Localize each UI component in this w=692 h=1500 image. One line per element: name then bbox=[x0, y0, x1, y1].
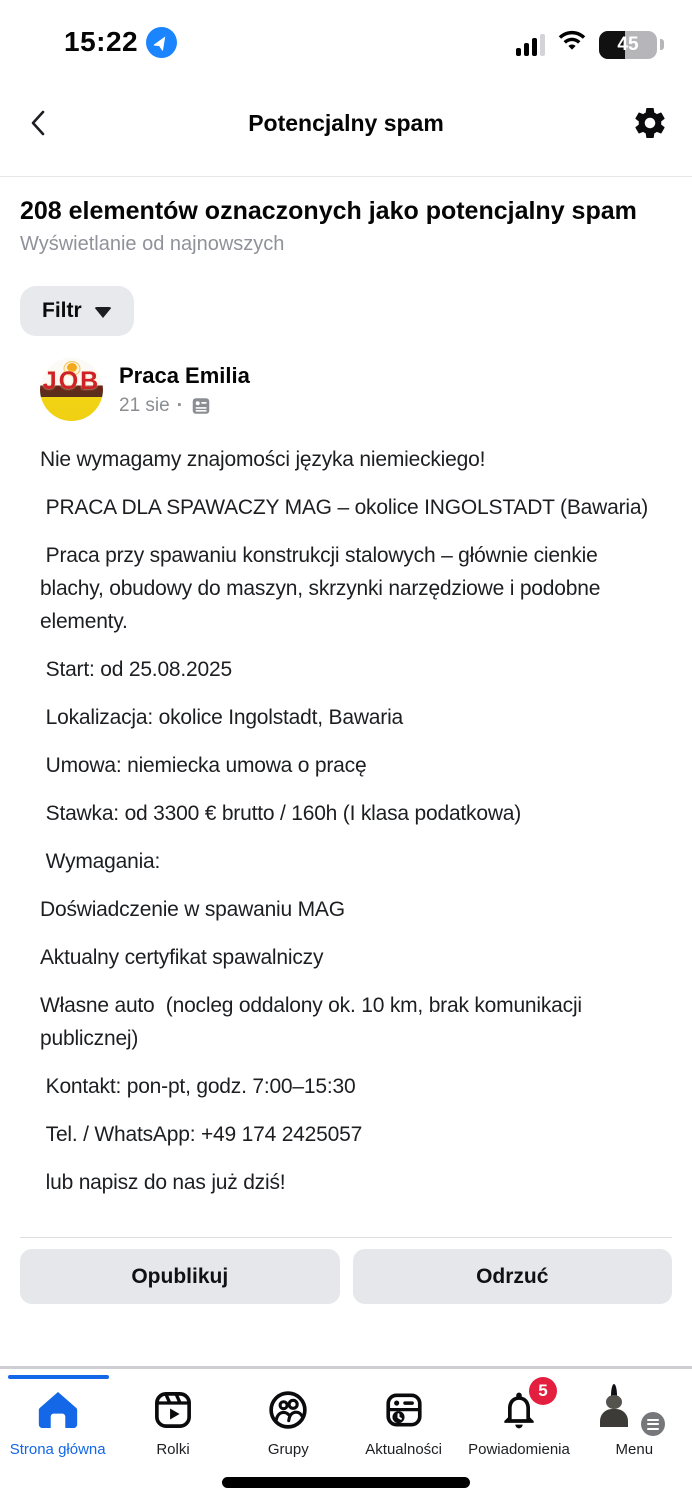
reject-button[interactable]: Odrzuć bbox=[353, 1249, 673, 1304]
post-paragraph: Start: od 25.08.2025 bbox=[40, 658, 232, 681]
post-paragraph: Kontakt: pon-pt, godz. 7:00–15:30 bbox=[40, 1075, 356, 1098]
tab-label: Rolki bbox=[156, 1441, 190, 1458]
filter-button[interactable] bbox=[20, 286, 134, 336]
chevron-down-icon bbox=[94, 307, 112, 318]
post-author-name[interactable]: Praca Emilia bbox=[119, 362, 250, 388]
post-paragraph: Aktualny certyfikat spawalniczy bbox=[40, 946, 324, 969]
battery-icon bbox=[599, 31, 657, 59]
post-paragraph: lub napisz do nas już dziś! bbox=[40, 1171, 286, 1194]
tab-label: Menu bbox=[615, 1441, 654, 1458]
queue-count-heading: 208 elementów oznaczonych jako potencjalny spam bbox=[20, 197, 637, 225]
battery-cap bbox=[660, 39, 664, 50]
tab-home[interactable] bbox=[0, 1379, 115, 1479]
tab-reels[interactable] bbox=[115, 1379, 230, 1479]
post-timestamp: 21 sie bbox=[119, 394, 170, 416]
post-paragraph: PRACA DLA SPAWACZY MAG – okolice INGOLSTADT (Bawaria) bbox=[40, 496, 649, 519]
hamburger-menu-icon bbox=[641, 1412, 665, 1436]
newsfeed-privacy-icon bbox=[190, 395, 212, 417]
post-paragraph: Wymagania: bbox=[40, 850, 161, 873]
post-paragraph: Nie wymagamy znajomości języka niemieckiego! bbox=[40, 448, 486, 471]
header bbox=[0, 70, 692, 177]
post-body bbox=[40, 443, 652, 1199]
tab-menu[interactable] bbox=[577, 1379, 692, 1479]
status-bar bbox=[0, 0, 692, 70]
battery-percent: 45 bbox=[617, 34, 639, 55]
menu-avatar-icon bbox=[611, 1387, 657, 1433]
wifi-icon bbox=[557, 28, 587, 57]
page-title: Potencjalny spam bbox=[248, 109, 444, 136]
divider bbox=[20, 1237, 672, 1238]
moderation-actions bbox=[20, 1249, 672, 1304]
tab-label: Aktualności bbox=[365, 1441, 442, 1458]
tab-news[interactable] bbox=[346, 1379, 461, 1479]
location-services-icon bbox=[146, 27, 177, 58]
news-icon bbox=[382, 1388, 426, 1432]
post-paragraph: Stawka: od 3300 € brutto / 160h (I klasa podatkowa) bbox=[40, 802, 522, 825]
active-tab-indicator bbox=[8, 1375, 109, 1379]
cellular-signal-icon bbox=[516, 34, 545, 56]
post-paragraph: Praca przy spawaniu konstrukcji stalowych – głównie cienkie blachy, obudowy do maszyn, skrzynki narzędziowe i podobne elementy. bbox=[40, 544, 606, 633]
tab-label: Grupy bbox=[267, 1441, 309, 1458]
post-paragraph: Tel. / WhatsApp: +49 174 2425057 bbox=[40, 1123, 363, 1146]
tab-notifications[interactable] bbox=[461, 1379, 576, 1479]
avatar-text: JOB bbox=[42, 367, 101, 395]
home-indicator[interactable] bbox=[222, 1477, 470, 1488]
tab-groups[interactable] bbox=[231, 1379, 346, 1479]
clock: 15:22 bbox=[64, 26, 139, 57]
reels-icon bbox=[151, 1388, 195, 1432]
meta-separator: · bbox=[176, 394, 184, 416]
settings-gear-icon[interactable] bbox=[630, 103, 670, 143]
filter-button-label: Filtr bbox=[42, 299, 82, 322]
post-meta bbox=[119, 395, 250, 417]
publish-button[interactable]: Opublikuj bbox=[20, 1249, 340, 1304]
post-paragraph: Lokalizacja: okolice Ingolstadt, Bawaria bbox=[40, 706, 404, 729]
post-paragraph: Własne auto (nocleg oddalony ok. 10 km, brak komunikacji publicznej) bbox=[40, 994, 588, 1050]
post-paragraph: Umowa: niemiecka umowa o pracę bbox=[40, 754, 367, 777]
post-header bbox=[40, 358, 652, 421]
tab-label: Powiadomienia bbox=[468, 1441, 570, 1458]
queue-sort-subheading: Wyświetlanie od najnowszych bbox=[20, 233, 285, 255]
tab-label: Strona główna bbox=[9, 1441, 106, 1458]
post-paragraph: Doświadczenie w spawaniu MAG bbox=[40, 898, 345, 921]
home-icon bbox=[35, 1387, 81, 1433]
avatar[interactable] bbox=[40, 358, 103, 421]
back-button[interactable] bbox=[26, 103, 66, 143]
post bbox=[0, 358, 692, 1199]
notification-badge: 5 bbox=[529, 1377, 557, 1405]
groups-icon bbox=[266, 1388, 310, 1432]
queue-header bbox=[0, 177, 692, 256]
